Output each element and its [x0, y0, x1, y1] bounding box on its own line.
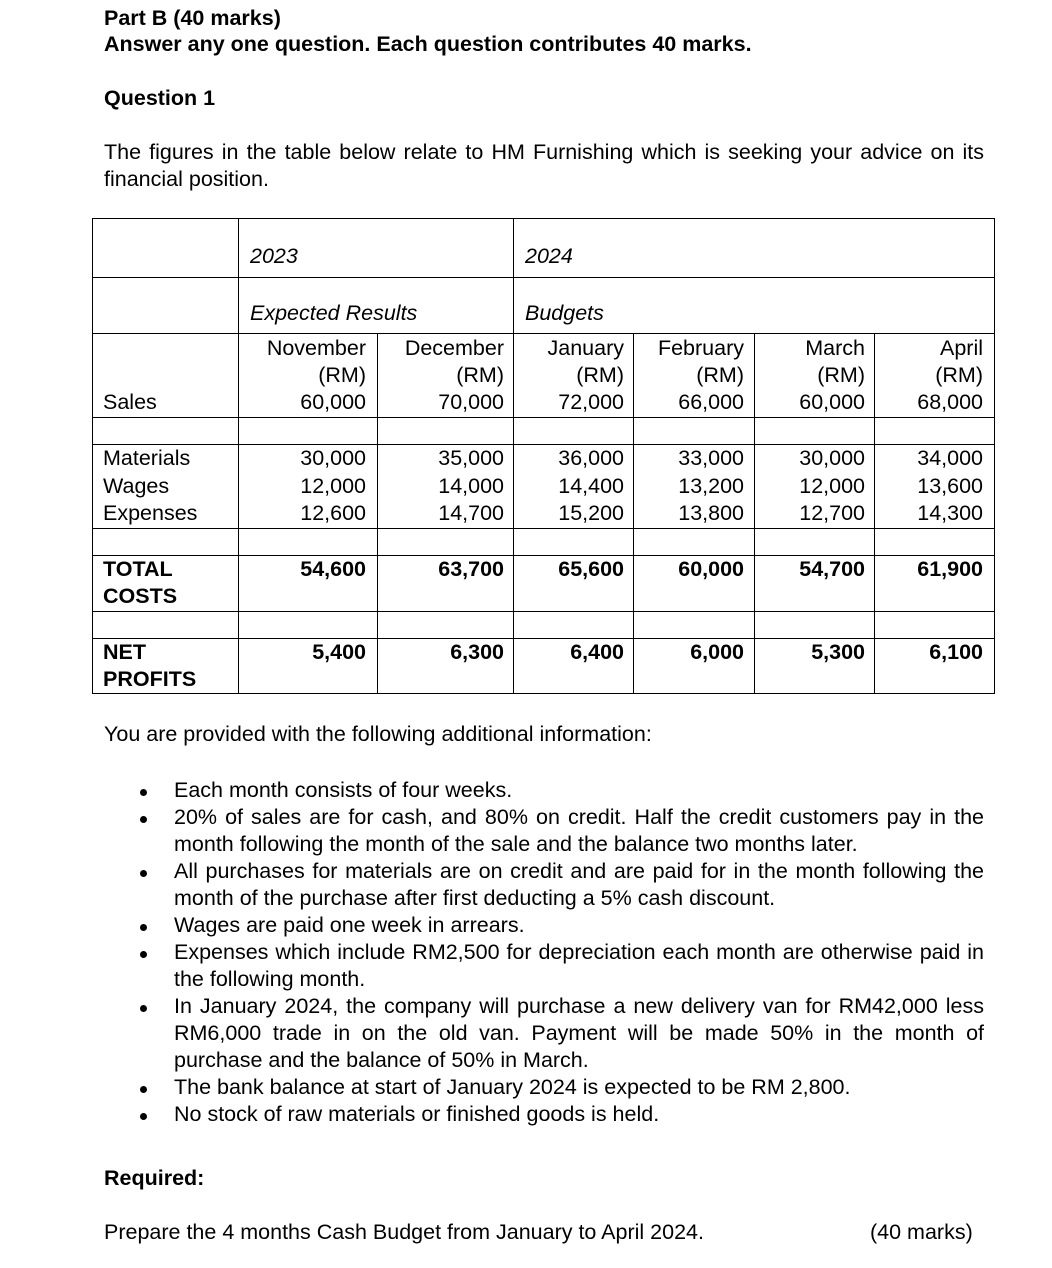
list-item-text: All purchases for materials are on credit and are paid for in the month following the month of the purchase after first deducting a 5% cash discount. — [174, 859, 984, 910]
table-cell: 30,000 — [300, 446, 366, 470]
table-rule — [93, 417, 994, 418]
row-label-sales: Sales — [103, 390, 157, 414]
bullet-icon — [140, 1113, 147, 1120]
list-item-text: 20% of sales are for cash, and 80% on credit. Half the credit customers pay in the month following the month of the sale and the balance two months later. — [174, 805, 984, 856]
year-2024: 2024 — [525, 244, 573, 268]
month-header-december: December — [404, 336, 504, 360]
table-cell: 5,300 — [811, 640, 865, 664]
table-cell: 14,000 — [438, 474, 504, 498]
bullet-icon — [140, 951, 147, 958]
table-cell: 14,400 — [558, 474, 624, 498]
table-cell: 15,200 — [558, 501, 624, 525]
list-item-text: In January 2024, the company will purchase a new delivery van for RM42,000 less RM6,000 trade in on the old van. Payment will be made 50% in the month of purchase and the balance of 50% in March. — [174, 994, 984, 1072]
bullet-icon — [140, 816, 147, 823]
list-item — [104, 1074, 984, 1101]
table-cell: 5,400 — [312, 640, 366, 664]
table-cell: 12,700 — [799, 501, 865, 525]
month-header-february: February — [657, 336, 744, 360]
table-cell: 35,000 — [438, 446, 504, 470]
month-header-march: March — [805, 336, 865, 360]
list-item — [104, 939, 984, 993]
row-label-wages: Wages — [103, 474, 170, 498]
list-item — [104, 858, 984, 912]
list-item-text: No stock of raw materials or finished goods is held. — [174, 1102, 660, 1126]
month-header-november: November — [266, 336, 366, 360]
table-rule — [93, 611, 994, 612]
table-cell: 13,800 — [678, 501, 744, 525]
list-item — [104, 1101, 984, 1128]
table-cell: 34,000 — [917, 446, 983, 470]
unit-label: (RM) — [576, 363, 624, 387]
table-cell: 13,600 — [917, 474, 983, 498]
table-cell: 61,900 — [917, 557, 983, 581]
table-cell: 60,000 — [678, 557, 744, 581]
part-heading: Part B (40 marks) — [104, 6, 281, 30]
expected-results-label: Expected Results — [250, 301, 418, 325]
table-cell: 54,600 — [300, 557, 366, 581]
unit-label: (RM) — [456, 363, 504, 387]
table-cell: 6,300 — [450, 640, 504, 664]
required-label: Required: — [104, 1166, 205, 1190]
table-cell: 63,700 — [438, 557, 504, 581]
table-cell: 65,600 — [558, 557, 624, 581]
month-header-april: April — [939, 336, 983, 360]
table-cell: 6,400 — [570, 640, 624, 664]
list-item-text: Each month consists of four weeks. — [174, 778, 513, 802]
year-2023: 2023 — [250, 244, 298, 268]
table-rule — [93, 277, 994, 278]
table-cell: 30,000 — [799, 446, 865, 470]
unit-label: (RM) — [817, 363, 865, 387]
additional-info-intro: You are provided with the following additional information: — [104, 722, 652, 746]
table-cell: 6,100 — [929, 640, 983, 664]
bullet-icon — [140, 1086, 147, 1093]
table-cell: 14,300 — [917, 501, 983, 525]
budgets-label: Budgets — [525, 301, 604, 325]
table-cell: 12,600 — [300, 501, 366, 525]
table-cell: 12,000 — [300, 474, 366, 498]
list-item-text: The bank balance at start of January 2024 is expected to be RM 2,800. — [174, 1075, 851, 1099]
instruction-text: Answer any one question. Each question contributes 40 marks. — [104, 32, 752, 56]
table-cell: 70,000 — [438, 390, 504, 414]
table-cell: 33,000 — [678, 446, 744, 470]
bullet-icon — [140, 870, 147, 877]
table-cell: 60,000 — [799, 390, 865, 414]
table-rule — [93, 333, 994, 334]
table-cell: 60,000 — [300, 390, 366, 414]
unit-label: (RM) — [318, 363, 366, 387]
required-task: Prepare the 4 months Cash Budget from January to April 2024. — [104, 1220, 704, 1244]
table-cell: 14,700 — [438, 501, 504, 525]
list-item-text: Expenses which include RM2,500 for depreciation each month are otherwise paid in the following month. — [174, 940, 984, 991]
bullet-icon — [140, 1005, 147, 1012]
unit-label: (RM) — [935, 363, 983, 387]
list-item — [104, 912, 984, 939]
question-intro: The figures in the table below relate to HM Furnishing which is seeking your advice on its financial position. — [104, 140, 984, 191]
list-item — [104, 804, 984, 858]
table-cell: 6,000 — [690, 640, 744, 664]
unit-label: (RM) — [696, 363, 744, 387]
table-cell: 36,000 — [558, 446, 624, 470]
table-cell: 66,000 — [678, 390, 744, 414]
row-label-total-costs-2: COSTS — [103, 584, 178, 608]
list-item-text: Wages are paid one week in arrears. — [174, 913, 525, 937]
financial-table — [92, 218, 995, 694]
table-cell: 68,000 — [917, 390, 983, 414]
list-item — [104, 777, 984, 804]
row-label-net-profits: NET — [103, 640, 146, 664]
table-cell: 13,200 — [678, 474, 744, 498]
row-label-total-costs: TOTAL — [103, 557, 173, 581]
table-cell: 12,000 — [799, 474, 865, 498]
additional-info-list — [104, 777, 984, 1128]
question-title: Question 1 — [104, 86, 216, 110]
table-rule — [93, 528, 994, 529]
row-label-net-profits-2: PROFITS — [103, 667, 197, 691]
row-label-materials: Materials — [103, 446, 191, 470]
row-label-expenses: Expenses — [103, 501, 198, 525]
marks-label: (40 marks) — [870, 1220, 973, 1244]
month-header-january: January — [547, 336, 624, 360]
bullet-icon — [140, 789, 147, 796]
bullet-icon — [140, 924, 147, 931]
list-item — [104, 993, 984, 1074]
table-cell: 72,000 — [558, 390, 624, 414]
table-cell: 54,700 — [799, 557, 865, 581]
